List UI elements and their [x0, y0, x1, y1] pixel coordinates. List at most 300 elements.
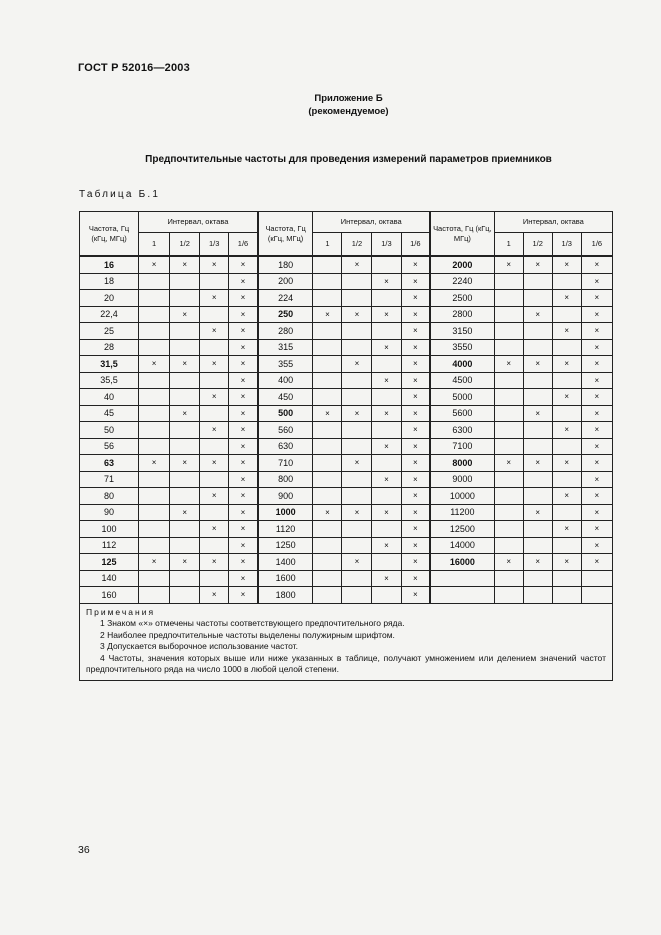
interval-mark-cell — [342, 537, 372, 554]
frequency-cell: 200 — [258, 273, 313, 290]
interval-mark-cell — [372, 554, 401, 571]
interval-mark-cell: × — [342, 455, 372, 472]
interval-mark-cell — [139, 323, 170, 340]
notes-title: Примечания — [86, 606, 156, 617]
interval-mark-cell — [494, 290, 523, 307]
interval-mark-cell — [170, 389, 200, 406]
frequency-cell: 3150 — [430, 323, 494, 340]
interval-mark-cell — [139, 587, 170, 604]
interval-mark-cell: × — [401, 389, 430, 406]
interval-mark-cell: × — [523, 405, 552, 422]
interval-mark-cell — [552, 306, 581, 323]
interval-mark-cell: × — [581, 323, 612, 340]
interval-mark-cell: × — [581, 339, 612, 356]
table-row — [80, 488, 613, 505]
interval-mark-cell — [552, 273, 581, 290]
interval-mark-cell — [170, 537, 200, 554]
interval-mark-cell: × — [200, 256, 229, 273]
interval-mark-cell — [342, 587, 372, 604]
interval-mark-cell: × — [581, 306, 612, 323]
interval-mark-cell — [494, 537, 523, 554]
interval-mark-cell — [139, 389, 170, 406]
interval-mark-cell: × — [401, 537, 430, 554]
frequency-cell: 2800 — [430, 306, 494, 323]
interval-mark-cell — [313, 455, 342, 472]
table-row — [80, 356, 613, 373]
table-row — [80, 405, 613, 422]
interval-mark-cell — [494, 570, 523, 587]
interval-mark-cell: × — [581, 554, 612, 571]
interval-mark-cell: × — [552, 389, 581, 406]
interval-mark-cell — [313, 273, 342, 290]
interval-mark-cell: × — [552, 521, 581, 538]
interval-mark-cell: × — [401, 471, 430, 488]
subcol-1: 1 — [313, 233, 342, 257]
interval-mark-cell — [552, 471, 581, 488]
frequency-cell: 450 — [258, 389, 313, 406]
interval-mark-cell: × — [170, 504, 200, 521]
interval-mark-cell: × — [372, 306, 401, 323]
interval-mark-cell — [200, 339, 229, 356]
frequency-cell: 224 — [258, 290, 313, 307]
subcol-1: 1 — [139, 233, 170, 257]
frequency-cell: 71 — [80, 471, 139, 488]
interval-mark-cell: × — [494, 455, 523, 472]
frequency-cell: 140 — [80, 570, 139, 587]
interval-mark-cell — [313, 471, 342, 488]
table-row — [80, 587, 613, 604]
interval-mark-cell — [372, 389, 401, 406]
interval-mark-cell — [139, 372, 170, 389]
interval-mark-cell — [372, 521, 401, 538]
table-row — [80, 339, 613, 356]
interval-mark-cell: × — [372, 504, 401, 521]
interval-mark-cell — [200, 306, 229, 323]
interval-mark-cell — [139, 471, 170, 488]
interval-mark-cell — [372, 356, 401, 373]
interval-mark-cell: × — [342, 504, 372, 521]
freq-header-2: Частота, Гц (кГц, МГц) — [258, 212, 313, 257]
interval-mark-cell — [494, 504, 523, 521]
frequency-cell: 1000 — [258, 504, 313, 521]
interval-mark-cell — [313, 389, 342, 406]
interval-mark-cell — [170, 339, 200, 356]
subcol-1: 1 — [494, 233, 523, 257]
interval-mark-cell — [494, 587, 523, 604]
interval-mark-cell — [313, 537, 342, 554]
interval-mark-cell: × — [229, 471, 258, 488]
interval-mark-cell — [200, 471, 229, 488]
interval-mark-cell — [170, 323, 200, 340]
interval-mark-cell — [170, 372, 200, 389]
interval-mark-cell: × — [229, 422, 258, 439]
interval-mark-cell: × — [229, 587, 258, 604]
subcol-1-2: 1/2 — [523, 233, 552, 257]
interval-mark-cell: × — [552, 323, 581, 340]
interval-mark-cell: × — [581, 256, 612, 273]
interval-mark-cell — [523, 471, 552, 488]
frequency-cell — [430, 587, 494, 604]
interval-mark-cell: × — [401, 488, 430, 505]
table-caption: Таблица Б.1 — [79, 189, 161, 200]
interval-mark-cell — [139, 488, 170, 505]
interval-mark-cell: × — [552, 290, 581, 307]
interval-mark-cell: × — [229, 570, 258, 587]
frequency-cell: 280 — [258, 323, 313, 340]
page-number: 36 — [78, 844, 90, 856]
frequency-cell: 31,5 — [80, 356, 139, 373]
note-item: 2 Наиболее предпочтительные частоты выделены полужирным шрифтом. — [100, 629, 395, 640]
interval-mark-cell: × — [200, 323, 229, 340]
appendix-title: Приложение Б — [314, 93, 383, 104]
interval-mark-cell — [139, 537, 170, 554]
interval-mark-cell: × — [229, 306, 258, 323]
interval-mark-cell — [170, 570, 200, 587]
interval-mark-cell — [139, 504, 170, 521]
interval-mark-cell — [494, 488, 523, 505]
note-item: 1 Знаком «×» отмечены частоты соответствующего предпочтительного ряда. — [100, 618, 405, 629]
frequency-cell: 250 — [258, 306, 313, 323]
interval-header-2: Интервал, октава — [313, 212, 430, 233]
interval-mark-cell: × — [372, 405, 401, 422]
frequency-cell: 4500 — [430, 372, 494, 389]
interval-mark-cell — [494, 273, 523, 290]
interval-mark-cell: × — [401, 273, 430, 290]
frequency-table — [79, 211, 613, 681]
interval-mark-cell — [494, 323, 523, 340]
interval-mark-cell: × — [401, 323, 430, 340]
subcol-1-2: 1/2 — [342, 233, 372, 257]
frequency-cell: 630 — [258, 438, 313, 455]
frequency-cell: 10000 — [430, 488, 494, 505]
table-row — [80, 438, 613, 455]
interval-mark-cell — [139, 306, 170, 323]
interval-mark-cell: × — [401, 504, 430, 521]
interval-mark-cell — [494, 438, 523, 455]
interval-mark-cell — [313, 488, 342, 505]
interval-mark-cell: × — [200, 521, 229, 538]
interval-mark-cell — [313, 438, 342, 455]
frequency-cell: 6300 — [430, 422, 494, 439]
frequency-cell: 900 — [258, 488, 313, 505]
notes-row — [80, 603, 613, 681]
interval-mark-cell: × — [200, 587, 229, 604]
interval-mark-cell: × — [229, 256, 258, 273]
interval-mark-cell — [552, 504, 581, 521]
interval-mark-cell: × — [581, 372, 612, 389]
table-row — [80, 537, 613, 554]
interval-mark-cell — [372, 290, 401, 307]
interval-mark-cell: × — [552, 356, 581, 373]
interval-mark-cell — [170, 273, 200, 290]
interval-mark-cell: × — [229, 273, 258, 290]
interval-mark-cell: × — [139, 455, 170, 472]
interval-mark-cell: × — [401, 554, 430, 571]
interval-mark-cell: × — [581, 290, 612, 307]
interval-mark-cell: × — [494, 356, 523, 373]
interval-mark-cell — [523, 339, 552, 356]
frequency-cell: 5600 — [430, 405, 494, 422]
interval-mark-cell: × — [229, 438, 258, 455]
interval-mark-cell — [372, 422, 401, 439]
interval-mark-cell — [139, 290, 170, 307]
interval-mark-cell — [523, 488, 552, 505]
interval-mark-cell — [523, 372, 552, 389]
interval-mark-cell: × — [313, 306, 342, 323]
interval-mark-cell — [342, 521, 372, 538]
interval-mark-cell — [342, 438, 372, 455]
interval-mark-cell: × — [401, 372, 430, 389]
subcol-1-6: 1/6 — [401, 233, 430, 257]
interval-mark-cell: × — [552, 455, 581, 472]
table-row — [80, 554, 613, 571]
interval-mark-cell: × — [401, 306, 430, 323]
interval-mark-cell: × — [170, 306, 200, 323]
interval-mark-cell: × — [372, 339, 401, 356]
frequency-cell: 63 — [80, 455, 139, 472]
interval-mark-cell: × — [200, 422, 229, 439]
interval-mark-cell — [342, 389, 372, 406]
appendix-subtitle: (рекомендуемое) — [308, 106, 389, 117]
interval-mark-cell — [170, 422, 200, 439]
interval-mark-cell: × — [200, 389, 229, 406]
interval-mark-cell — [200, 537, 229, 554]
table-row — [80, 389, 613, 406]
frequency-cell: 500 — [258, 405, 313, 422]
interval-mark-cell — [139, 438, 170, 455]
interval-mark-cell — [581, 570, 612, 587]
interval-mark-cell — [342, 372, 372, 389]
table-body — [80, 256, 613, 681]
interval-mark-cell — [170, 438, 200, 455]
interval-mark-cell: × — [229, 356, 258, 373]
interval-mark-cell: × — [229, 372, 258, 389]
frequency-cell: 400 — [258, 372, 313, 389]
frequency-cell: 9000 — [430, 471, 494, 488]
interval-header-3: Интервал, октава — [494, 212, 612, 233]
interval-mark-cell: × — [401, 422, 430, 439]
interval-mark-cell: × — [581, 504, 612, 521]
interval-mark-cell: × — [401, 587, 430, 604]
interval-mark-cell: × — [170, 554, 200, 571]
interval-mark-cell — [523, 422, 552, 439]
interval-mark-cell: × — [523, 256, 552, 273]
frequency-cell: 160 — [80, 587, 139, 604]
interval-mark-cell: × — [229, 455, 258, 472]
interval-mark-cell: × — [229, 290, 258, 307]
frequency-cell: 315 — [258, 339, 313, 356]
interval-mark-cell: × — [200, 488, 229, 505]
table-row — [80, 422, 613, 439]
interval-mark-cell — [200, 504, 229, 521]
interval-mark-cell: × — [523, 554, 552, 571]
interval-mark-cell — [313, 356, 342, 373]
interval-mark-cell — [139, 273, 170, 290]
table-row — [80, 273, 613, 290]
frequency-cell: 2000 — [430, 256, 494, 273]
frequency-cell: 50 — [80, 422, 139, 439]
frequency-cell: 800 — [258, 471, 313, 488]
interval-mark-cell — [313, 554, 342, 571]
interval-mark-cell — [170, 471, 200, 488]
interval-mark-cell: × — [229, 339, 258, 356]
interval-mark-cell: × — [372, 471, 401, 488]
interval-mark-cell: × — [401, 455, 430, 472]
subcol-1-3: 1/3 — [200, 233, 229, 257]
frequency-cell: 45 — [80, 405, 139, 422]
interval-mark-cell — [552, 570, 581, 587]
interval-mark-cell — [552, 537, 581, 554]
interval-mark-cell: × — [342, 256, 372, 273]
interval-mark-cell: × — [313, 504, 342, 521]
frequency-cell: 1120 — [258, 521, 313, 538]
subcol-1-6: 1/6 — [581, 233, 612, 257]
interval-mark-cell: × — [401, 256, 430, 273]
interval-mark-cell — [342, 323, 372, 340]
interval-mark-cell: × — [401, 405, 430, 422]
table-header — [80, 212, 613, 257]
interval-mark-cell — [170, 290, 200, 307]
interval-mark-cell — [372, 256, 401, 273]
interval-header-1: Интервал, октава — [139, 212, 258, 233]
interval-mark-cell: × — [229, 521, 258, 538]
table-row — [80, 372, 613, 389]
interval-mark-cell: × — [313, 405, 342, 422]
frequency-cell: 56 — [80, 438, 139, 455]
interval-mark-cell: × — [342, 356, 372, 373]
interval-mark-cell: × — [170, 405, 200, 422]
frequency-cell: 1600 — [258, 570, 313, 587]
interval-mark-cell: × — [581, 389, 612, 406]
table-row — [80, 471, 613, 488]
frequency-cell: 7100 — [430, 438, 494, 455]
frequency-cell: 355 — [258, 356, 313, 373]
interval-mark-cell — [372, 488, 401, 505]
interval-mark-cell: × — [552, 554, 581, 571]
interval-mark-cell: × — [200, 554, 229, 571]
interval-mark-cell — [342, 570, 372, 587]
interval-mark-cell — [170, 521, 200, 538]
table-row — [80, 290, 613, 307]
interval-mark-cell — [313, 256, 342, 273]
interval-mark-cell — [552, 339, 581, 356]
interval-mark-cell: × — [170, 455, 200, 472]
interval-mark-cell: × — [401, 438, 430, 455]
interval-mark-cell — [523, 570, 552, 587]
interval-mark-cell — [313, 570, 342, 587]
interval-mark-cell — [139, 339, 170, 356]
frequency-cell: 100 — [80, 521, 139, 538]
interval-mark-cell: × — [581, 356, 612, 373]
interval-mark-cell — [200, 570, 229, 587]
frequency-cell: 2500 — [430, 290, 494, 307]
interval-mark-cell — [342, 290, 372, 307]
interval-mark-cell — [552, 438, 581, 455]
interval-mark-cell: × — [170, 356, 200, 373]
frequency-cell: 1800 — [258, 587, 313, 604]
interval-mark-cell — [139, 405, 170, 422]
interval-mark-cell: × — [581, 521, 612, 538]
interval-mark-cell: × — [229, 504, 258, 521]
table-row — [80, 323, 613, 340]
table-row — [80, 455, 613, 472]
frequency-cell: 90 — [80, 504, 139, 521]
interval-mark-cell — [523, 438, 552, 455]
interval-mark-cell: × — [342, 405, 372, 422]
frequency-cell: 40 — [80, 389, 139, 406]
interval-mark-cell — [494, 521, 523, 538]
interval-mark-cell: × — [229, 389, 258, 406]
frequency-cell: 14000 — [430, 537, 494, 554]
interval-mark-cell — [342, 471, 372, 488]
interval-mark-cell — [313, 422, 342, 439]
frequency-cell: 16 — [80, 256, 139, 273]
interval-mark-cell: × — [552, 256, 581, 273]
interval-mark-cell: × — [372, 537, 401, 554]
interval-mark-cell — [494, 422, 523, 439]
interval-mark-cell: × — [342, 554, 372, 571]
interval-mark-cell — [342, 339, 372, 356]
interval-mark-cell: × — [581, 405, 612, 422]
interval-mark-cell — [581, 587, 612, 604]
frequency-cell: 180 — [258, 256, 313, 273]
frequency-cell: 35,5 — [80, 372, 139, 389]
interval-mark-cell: × — [523, 504, 552, 521]
interval-mark-cell — [313, 323, 342, 340]
frequency-cell: 5000 — [430, 389, 494, 406]
frequency-cell: 3550 — [430, 339, 494, 356]
interval-mark-cell — [523, 273, 552, 290]
interval-mark-cell: × — [200, 356, 229, 373]
interval-mark-cell: × — [229, 488, 258, 505]
frequency-cell: 11200 — [430, 504, 494, 521]
freq-header-1: Частота, Гц (кГц, МГц) — [80, 212, 139, 257]
interval-mark-cell — [372, 587, 401, 604]
interval-mark-cell: × — [581, 488, 612, 505]
interval-mark-cell — [342, 273, 372, 290]
interval-mark-cell: × — [200, 290, 229, 307]
interval-mark-cell — [494, 372, 523, 389]
interval-mark-cell: × — [552, 488, 581, 505]
interval-mark-cell — [200, 438, 229, 455]
interval-mark-cell — [200, 273, 229, 290]
interval-mark-cell: × — [229, 405, 258, 422]
frequency-cell: 80 — [80, 488, 139, 505]
interval-mark-cell — [523, 537, 552, 554]
interval-mark-cell — [523, 389, 552, 406]
interval-mark-cell: × — [372, 372, 401, 389]
interval-mark-cell — [342, 422, 372, 439]
interval-mark-cell — [313, 521, 342, 538]
interval-mark-cell: × — [342, 306, 372, 323]
interval-mark-cell — [139, 521, 170, 538]
interval-mark-cell — [523, 290, 552, 307]
frequency-cell: 2240 — [430, 273, 494, 290]
table-row — [80, 256, 613, 273]
interval-mark-cell: × — [170, 256, 200, 273]
frequency-cell: 22,4 — [80, 306, 139, 323]
note-item: 4 Частоты, значения которых выше или ниже указанных в таблице, получают умножением или делением значений частот предпочтительного ряда на число 1000 в любой целой степени. — [86, 652, 606, 675]
interval-mark-cell — [494, 405, 523, 422]
frequency-cell: 20 — [80, 290, 139, 307]
frequency-cell: 16000 — [430, 554, 494, 571]
interval-mark-cell — [552, 587, 581, 604]
frequency-cell: 125 — [80, 554, 139, 571]
interval-mark-cell: × — [401, 356, 430, 373]
interval-mark-cell: × — [581, 273, 612, 290]
interval-mark-cell: × — [523, 455, 552, 472]
interval-mark-cell: × — [229, 554, 258, 571]
